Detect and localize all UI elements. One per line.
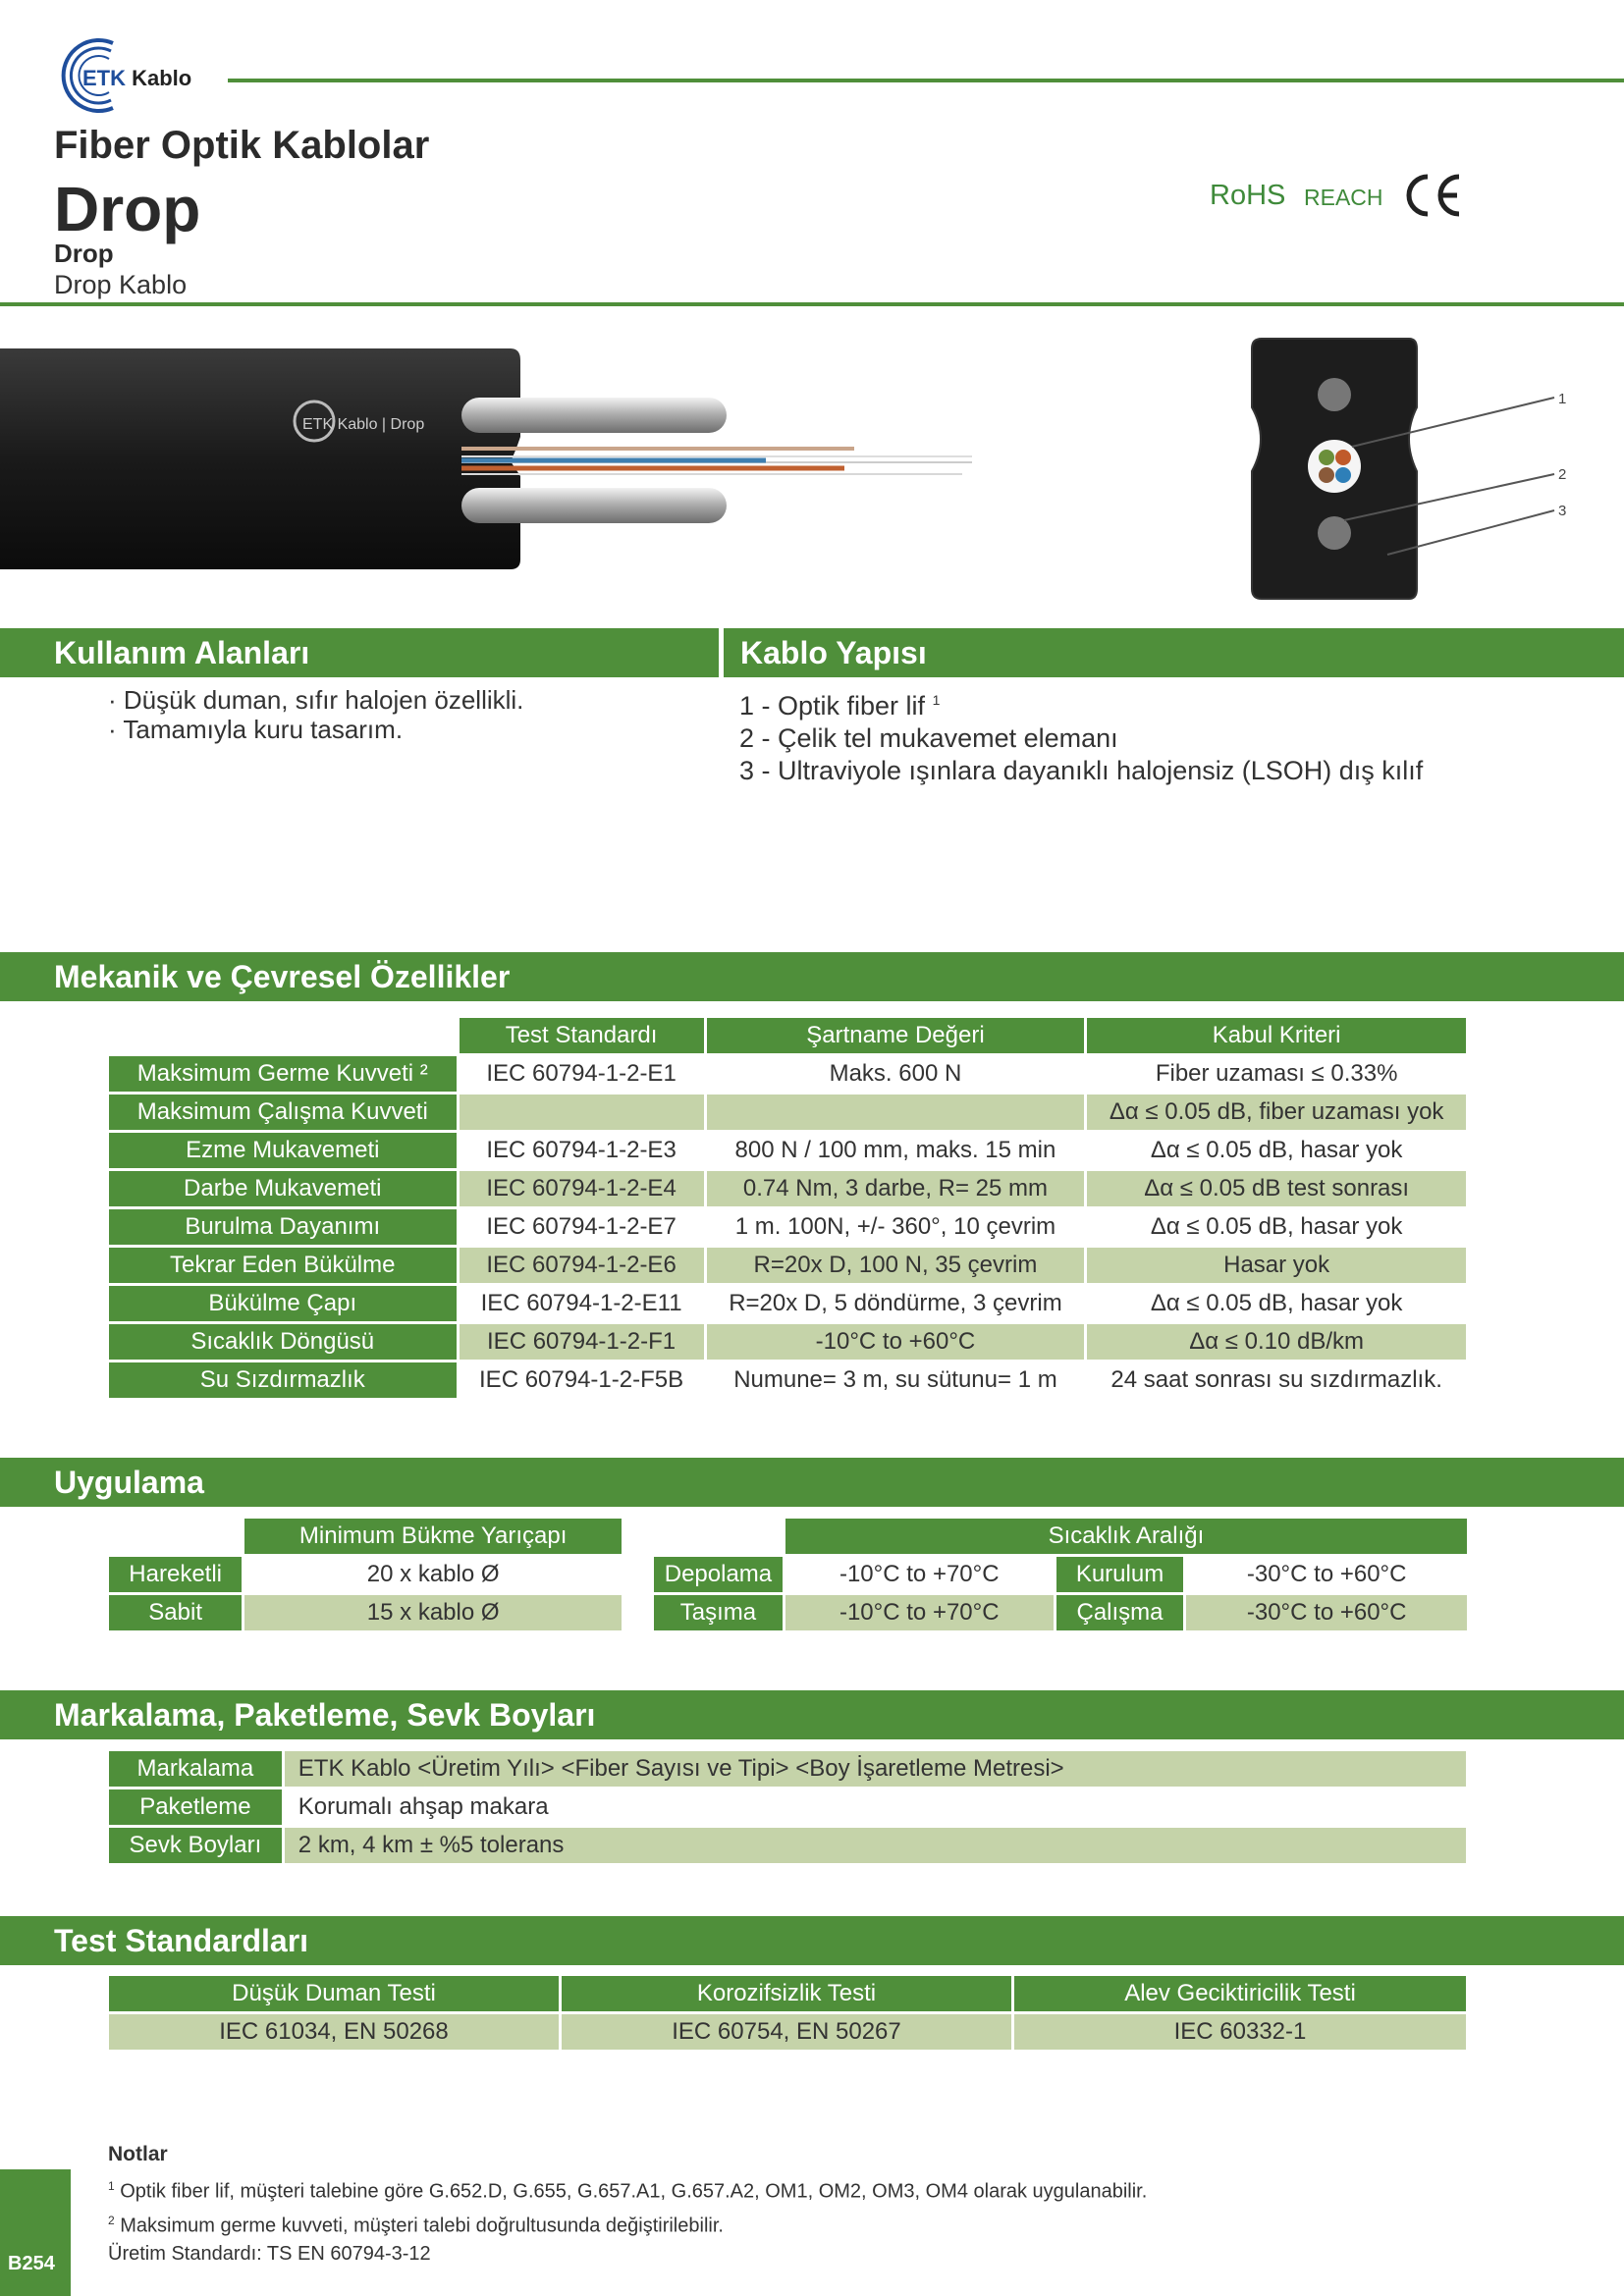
usage-list (108, 685, 523, 744)
table-row: Sabit 15 x kablo Ø (109, 1595, 622, 1630)
table-row: Sevk Boyları 2 km, 4 km ± %5 tolerans (109, 1828, 1466, 1863)
table-row: Darbe Mukavemeti IEC 60794-1-2-E4 0.74 Nm, 3 darbe, R= 25 mm Δα ≤ 0.05 dB test sonrası (109, 1171, 1466, 1206)
mechanical-section-bar (0, 952, 1624, 1001)
col-header: Minimum Bükme Yarıçapı (244, 1519, 622, 1554)
usage-section-bar (0, 628, 719, 677)
logo-brand: ETK (82, 66, 126, 90)
cable-side-illustration (0, 339, 992, 574)
structure-item: 1 - Optik fiber lif $^1$ (739, 691, 941, 721)
col-header: Düşük Duman Testi (109, 1976, 559, 2011)
page-number-tab (0, 2169, 71, 2296)
product-title: Drop (54, 174, 201, 244)
table-row: Sıcaklık Döngüsü IEC 60794-1-2-F1 -10°C to +60°C Δα ≤ 0.10 dB/km (109, 1324, 1466, 1360)
category-title: Fiber Optik Kablolar (54, 124, 430, 167)
table-row: Tekrar Eden Bükülme IEC 60794-1-2-E6 R=20x D, 100 N, 35 çevrim Hasar yok (109, 1248, 1466, 1283)
mechanical-table (106, 1015, 1469, 1401)
table-row: Taşıma -10°C to +70°C Çalışma -30°C to +60°C (654, 1595, 1467, 1630)
note-line: $^1$ Optik fiber lif, müşteri talebine göre G.652.D, G.655, G.657.A1, G.657.A2, OM1, OM2, OM3, OM4 olarak uygulanabilir. (108, 2179, 1148, 2203)
structure-item: 2 - Çelik tel mukavemet elemanı (739, 723, 1118, 753)
header-bottom-rule (0, 302, 1624, 306)
col-header: Test Standardı (460, 1018, 704, 1053)
note-line: $^2$ Maksimum germe kuvveti, müşteri talebi doğrultusunda değiştirilebilir. (108, 2213, 724, 2237)
header-rule (228, 79, 1624, 82)
callout-1: 1 (1558, 391, 1567, 407)
col-header: Şartname Değeri (707, 1018, 1085, 1053)
marking-title: Markalama, Paketleme, Sevk Boyları (54, 1697, 596, 1733)
table-row: Maksimum Germe Kuvveti ² IEC 60794-1-2-E1 Maks. 600 N Fiber uzaması ≤ 0.33% (109, 1056, 1466, 1092)
application-section-bar (0, 1458, 1624, 1507)
col-header: Korozifsizlik Testi (562, 1976, 1011, 2011)
logo-text (82, 66, 191, 91)
table-row: Su Sızdırmazlık IEC 60794-1-2-F5B Numune= 3 m, su sütunu= 1 m 24 saat sonrası su sızdırmazlık. (109, 1362, 1466, 1398)
temperature-range-table (651, 1516, 1470, 1633)
table-row: Bükülme Çapı IEC 60794-1-2-E11 R=20x D, 5 döndürme, 3 çevrim Δα ≤ 0.05 dB, hasar yok (109, 1286, 1466, 1321)
callout-2: 2 (1558, 466, 1567, 483)
tests-section-bar (0, 1916, 1624, 1965)
table-row: Ezme Mukavemeti IEC 60794-1-2-E3 800 N / 100 mm, maks. 15 min Δα ≤ 0.05 dB, hasar yok (109, 1133, 1466, 1168)
product-description: Drop Kablo (54, 270, 188, 299)
table-row: Maksimum Çalışma Kuvveti Δα ≤ 0.05 dB, fiber uzaması yok (109, 1095, 1466, 1130)
col-header: Alev Geciktiricilik Testi (1014, 1976, 1466, 2011)
marking-table (106, 1748, 1469, 1866)
structure-section-bar (724, 628, 1624, 677)
table-row: Burulma Dayanımı IEC 60794-1-2-E7 1 m. 100N, +/- 360°, 10 çevrim Δα ≤ 0.05 dB, hasar yok (109, 1209, 1466, 1245)
notes-list (108, 2172, 1147, 2269)
usage-item: · Düşük duman, sıfır halojen özellikli. (108, 685, 524, 715)
logo-word: Kablo (132, 66, 192, 90)
col-header: Sıcaklık Aralığı (785, 1519, 1467, 1554)
mechanical-title: Mekanik ve Çevresel Özellikler (54, 959, 511, 994)
notes-title: Notlar (108, 2143, 168, 2165)
structure-list (739, 684, 1423, 787)
application-title: Uygulama (54, 1465, 204, 1500)
table-row: Markalama ETK Kablo <Üretim Yılı> <Fiber Sayısı ve Tipi> <Boy İşaretleme Metresi> (109, 1751, 1466, 1787)
cable-print: ETK Kablo | Drop (302, 416, 425, 433)
marking-section-bar (0, 1690, 1624, 1739)
tests-table (106, 1973, 1469, 2053)
usage-title: Kullanım Alanları (54, 635, 310, 670)
usage-item: · Tamamıyla kuru tasarım. (108, 715, 404, 744)
cable-cross-section-illustration (1242, 329, 1576, 604)
rohs-badge: RoHS (1210, 180, 1286, 211)
structure-title: Kablo Yapısı (740, 635, 927, 670)
bend-radius-table (106, 1516, 624, 1633)
table-row: Hareketli 20 x kablo Ø (109, 1557, 622, 1592)
table-row: IEC 61034, EN 50268 IEC 60754, EN 50267 IEC 60332-1 (109, 2014, 1466, 2050)
page-number: B254 (8, 2253, 55, 2274)
table-row: Depolama -10°C to +70°C Kurulum -30°C to +60°C (654, 1557, 1467, 1592)
col-header: Kabul Kriteri (1087, 1018, 1466, 1053)
callout-3: 3 (1558, 503, 1567, 519)
note-line: Üretim Standardı: TS EN 60794-3-12 (108, 2243, 431, 2266)
reach-badge: REACH (1304, 185, 1383, 210)
table-row: Paketleme Korumalı ahşap makara (109, 1789, 1466, 1825)
product-subtitle: Drop (54, 239, 114, 268)
tests-title: Test Standardları (54, 1923, 309, 1958)
structure-item: 3 - Ultraviyole ışınlara dayanıklı halojensiz (LSOH) dış kılıf (739, 756, 1424, 785)
ce-mark-icon (1402, 171, 1465, 220)
